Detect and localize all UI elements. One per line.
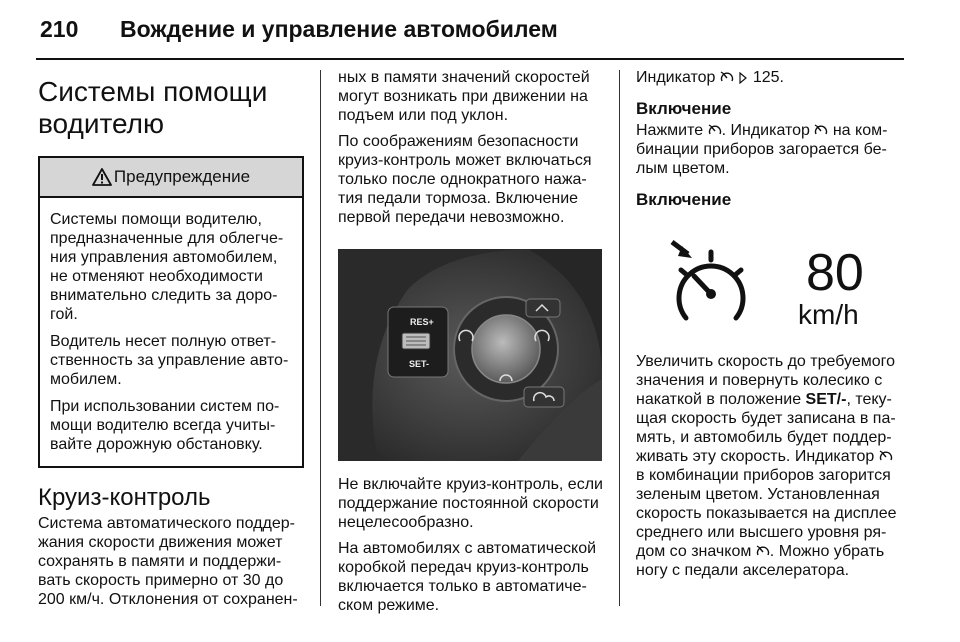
set-label: SET- <box>409 359 430 369</box>
indicator-reference: Индикатор 125. <box>636 69 784 86</box>
section-heading-cruise-control: Круиз-контроль <box>38 484 211 511</box>
subheading-enable: Включение <box>636 99 732 118</box>
page-number: 210 <box>40 16 79 42</box>
warning-paragraph: При использовании систем по-мощи водителю всегда учиты-вайте дорожную обстановку. <box>50 398 280 453</box>
column-divider-1 <box>320 70 321 606</box>
cruise-control-icon <box>708 123 722 137</box>
body-paragraph: На автомобилях с автоматической коробкой передач круиз-контроль включается только в автоматиче-ском режиме. <box>338 540 597 614</box>
running-title: Вождение и управление автомобилем <box>120 16 558 42</box>
warning-title: Предупреждение <box>113 167 251 186</box>
column-divider-2 <box>619 70 620 606</box>
warning-paragraph: Системы помощи водителю, предназначенные для облегче-ния управления автомобилем, не отменяют необходимости внимательно следить за доро-гой. <box>50 211 284 323</box>
cruise-control-icon <box>879 449 893 463</box>
body-paragraph: ных в памяти значений скоростей могут возникать при движении на подъем или под уклон. <box>338 69 590 124</box>
warning-triangle-icon <box>92 168 112 186</box>
res-label: RES+ <box>410 317 434 327</box>
warning-box <box>38 156 304 468</box>
body-paragraph: Нажмите . Индикатор на ком-бинации приборов загорается бе-лым цветом. <box>636 122 888 177</box>
body-paragraph: Не включайте круиз-контроль, если поддержание постоянной скорости нецелесообразно. <box>338 476 603 531</box>
page-reference-arrow-icon <box>738 72 748 84</box>
body-paragraph: Увеличить скорость до требуемого значения и повернуть колесико с накаткой в положение SET/-, теку-щая скорость будет записана в па-мять, и автомобиль будет поддер-живать эту скорость. Индикатор в комбинации приборов загорится зеленым цветом. Установленная скорость показывается на дисплее среднего или высшего уровня ря-дом со значком . Можно убрать ногу с педали акселератора. <box>636 353 897 579</box>
steering-wheel-controls-photo <box>338 249 602 461</box>
body-paragraph: По соображениям безопасности круиз-контроль может включаться только после однократного нажа-тия педали тормоза. Включение первой передачи невозможно. <box>338 133 592 226</box>
display-unit: km/h <box>798 299 859 330</box>
column-2 <box>338 68 606 622</box>
cruise-control-icon <box>814 123 828 137</box>
column-1 <box>38 68 304 616</box>
body-paragraph: Система автоматического поддер-жания скорости движения может сохранять в памяти и поддержи-вать скорость примерно от 30 до 200 км/ч. Отклонения от сохранен- <box>38 515 298 608</box>
display-speed: 80 <box>806 244 864 302</box>
page-header <box>36 16 904 56</box>
warning-paragraph: Водитель несет полную ответ-ственность за управление авто-мобилем. <box>50 333 289 388</box>
column-3 <box>636 68 904 587</box>
chapter-heading: Системы помощи водителю <box>38 76 268 139</box>
cruise-control-icon <box>720 70 734 84</box>
cruise-display-figure <box>636 232 900 338</box>
header-rule <box>36 58 904 60</box>
warning-header <box>40 158 302 198</box>
cruise-control-icon <box>756 544 770 558</box>
set-position: SET/- <box>805 391 847 408</box>
subheading-enable: Включение <box>636 190 732 209</box>
